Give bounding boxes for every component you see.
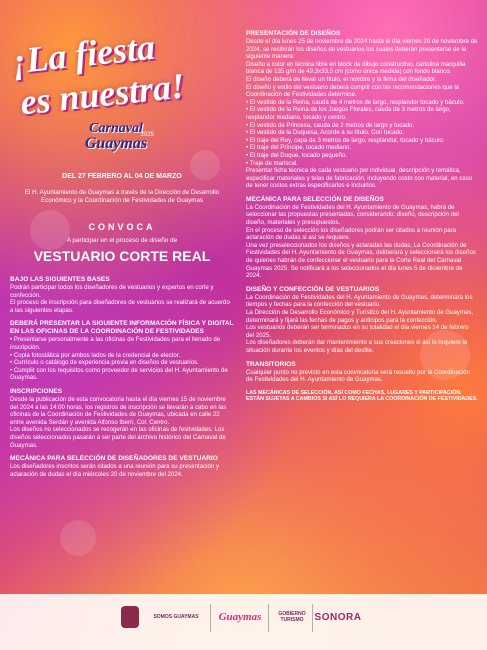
headline-line-2: es nuestra! — [18, 65, 187, 123]
section — [246, 361, 478, 384]
guaymas-label: Guaymas — [218, 611, 262, 623]
section-paragraph: La Dirección de Desarrollo Económico y Turístico del H. Ayuntamiento de Guaymas, determinará y fijará las fechas de pagos y anticipos para la confección. — [246, 309, 474, 324]
section — [246, 286, 478, 355]
event-dates: DEL 27 FEBRERO AL 04 DE MARZO — [62, 173, 182, 180]
section-paragraph: Presentar ficha técnica de cada vestuario por individual, descripción y temática, especificar materiales y telas de fabricación, incluyendo costo con material, en caso de tener costos extras especificarlos e incluirlos. — [246, 167, 473, 190]
participate-text: A participar en el proceso de diseño de — [66, 237, 178, 244]
sonora-label: SONORA — [314, 611, 362, 623]
section-paragraph: • El traje del Duque, tocado pequeño. — [246, 151, 348, 159]
section-heading: INSCRIPCIONES — [10, 387, 63, 395]
section-paragraph: La Coordinación de Festividades del H. Ayuntamiento de Guaymas, determinara los tiempos y fechas para la confección del vestuario. — [246, 293, 473, 309]
disclaimer-note: LAS MECÁNICAS DE SELECCIÓN, ASÍ COMO FECHAS, LUGARES Y PARTICIPACIÓN, ESTÁN SUJETAS A CAMBIOS SI ASÍ LO REQUIERA LA COORDINACIÓN DE FESTIVIDADES. — [246, 389, 478, 403]
carnaval-logo — [74, 122, 158, 168]
logo-year: 2025 — [140, 132, 154, 138]
gobierno-logo — [272, 604, 312, 630]
section-paragraph: • El traje del Rey, capa de 3 metros de largo, resplandor, tocado y báculo. — [246, 136, 445, 144]
section-paragraph: Cualquier punto no previsto en esta convocatoria será resuelto por la Coordinación de Festividades del H. Ayuntamiento de Guaymas. — [246, 368, 470, 384]
convoca-heading: CONVOCA — [88, 222, 156, 232]
logo-line-1: Carnaval — [89, 121, 143, 136]
vestuario-title: VESTUARIO CORTE REAL — [33, 248, 211, 264]
section-heading: DEBERÁ PRESENTAR LA SIGUIENTE INFORMACIÓN FÍSICA Y DIGITAL EN LAS OFICINAS DE LA COORDINACIÓN DE FESTIVIDADES — [10, 320, 234, 336]
section-heading: MECÁNICA PARA SELECCIÓN DE DISEÑADORES DE VESTUARIO — [10, 455, 218, 463]
section-paragraph: • Cumplir con los requisitos como proveedor de servicios del H. Ayuntamiento de Guaymas. — [10, 366, 228, 382]
section-heading: TRANSITORIOS — [246, 360, 296, 368]
section-paragraph: En el proceso de selección los diseñadores podrán ser citados a reunión para aclaración de dudas si así se requiere. — [246, 226, 457, 242]
section — [10, 455, 234, 478]
divider — [210, 604, 211, 632]
section — [10, 320, 234, 382]
somos-guaymas-logo — [144, 604, 208, 630]
section-paragraph: Podrán participar todos los diseñadores de vestuarios y expertos en corte y confección. — [10, 284, 214, 299]
section-paragraph: Desde la publicación de esta convocatoria hasta el día viernes 15 de noviembre del 2024 a las 14:00 horas, los registros de inscripción se llevarán a cabo en las oficinas de la Coordinación de Festividades de Guaymas, ubicada en calle 22 entre avenida Serdán y avenida Alfonso Iberri, Col. Centro. — [10, 395, 227, 426]
section-heading: MECÁNICA PARA SELECCIÓN DE DISEÑOS — [246, 195, 384, 203]
left-column — [10, 276, 234, 484]
section-paragraph: Una vez preseleccionados los diseños y aclaradas las dudas, La Coordinación de Festividades del H. Ayuntamiento de Guaymas, deliberará y seleccionará los diseños de quienes habrán de confeccionar el vestuario para la Corte Real del Carnaval Guaymas 2025. Se notificará a los seleccionados el día lunes 5 de diciembre de 2024. — [246, 241, 476, 280]
divider — [268, 604, 269, 632]
crest-icon — [120, 604, 140, 630]
section — [10, 276, 234, 314]
section-paragraph: • Presentarse personalmente a las oficinas de Festividades para el llenado de inscripción. — [10, 336, 221, 351]
section-paragraph: Los diseñadores inscritos serán citados a una reunión para su presentación y aclaración de dudas el día miércoles 20 de noviembre del 2024. — [10, 463, 220, 478]
gobierno-label: GOBIERNO — [278, 611, 306, 617]
somos-guaymas-label: SOMOS GUAYMAS — [153, 614, 199, 620]
section-paragraph: El diseño deberá de llevar un título, el nombre y la firma del diseñador. — [246, 75, 437, 83]
headline-line-1: ¡La fiesta — [10, 26, 157, 82]
section-paragraph: Diseño a color en técnica libre en block de dibujo constructivo, cartulina marquilla blanca de 135 g/m de 49,3x33,5 cm (como única medida) con fondo blanco. — [246, 60, 466, 76]
section — [10, 388, 234, 449]
section-paragraph: El diseño y estilo del vestuario deberá cumplir con las recomendaciones que la Coordinación de Festividades determine. — [246, 83, 460, 99]
section-paragraph: Desde el día lunes 25 de noviembre de 2024 hasta el día viernes 29 de noviembre de 2024, se recibirán los diseños de vestuarios los cuales deberán presentarse de la siguiente manera: — [246, 38, 478, 61]
section-paragraph: El proceso de inscripción para diseñadores de vestuarios se realizará de acuerdo a las siguientes etapas. — [10, 299, 230, 314]
section-paragraph: Los vestuarios deberán ser terminados en su totalidad el día viernes 14 de febrero del 2025. — [246, 324, 469, 339]
footer-logos — [0, 594, 487, 650]
guaymas-logo — [214, 604, 266, 630]
section-paragraph: • El vestido de la Reina de los Juegos Florales, cauda de 3 metros de largo, resplandor mediano, tocado y centro. — [246, 106, 451, 121]
section-heading: DISEÑO Y CONFECCIÓN DE VESTUARIOS — [246, 285, 380, 293]
section-paragraph: Los diseñadores deberán dar mantenimiento a sus creaciones si así lo requiere la situación durante los eventos y días del desfile. — [246, 339, 468, 354]
section-heading: BAJO LAS SIGUIENTES BASES — [10, 276, 110, 283]
section-paragraph: • El vestido de la Duquesa, Acorde a su título. Con tocado. — [246, 129, 404, 137]
section-paragraph: • Currículo o catálogo de experiencia previa en diseños de vestuarios. — [10, 359, 199, 367]
section-paragraph: La Coordinación de Festividades del H. Ayuntamiento de Guaymas, habrá de seleccionar las propuestas presentadas, considerando: diseño, descripción del diseño, materiales y presupuestos. — [246, 203, 459, 227]
turismo-label: TURISMO — [280, 617, 304, 623]
section-paragraph: • El vestido de la Reina, cauda de 4 metros de largo, resplandor tocado y báculo. — [246, 98, 465, 106]
sonora-logo — [314, 604, 362, 630]
section — [246, 196, 478, 280]
section — [246, 30, 478, 190]
intro-text: El H. Ayuntamiento de Guaymas a través de la Dirección de Desarrollo Económico y la Coordinación de Festividades de Guaymas — [24, 189, 220, 204]
section-paragraph: • Copia fotostática por ambos lados de la credencial de elector. — [10, 351, 181, 359]
section-paragraph: • El vestido de Princesa, cauda de 2 metros de largo y tocado. — [246, 121, 415, 129]
divider — [312, 604, 313, 632]
logo-line-2: Guaymas — [84, 135, 148, 152]
right-column — [246, 30, 478, 403]
section-heading: PRESENTACIÓN DE DISEÑOS — [246, 30, 341, 37]
section-paragraph: Los diseños no seleccionados se recogerán en las oficinas de festividades. Los diseños seleccionados pasarán a ser parte del archivo histórico del Carnaval de Guaymas. — [10, 426, 226, 449]
section-paragraph: • El traje del Príncipe, tocado mediano. — [246, 144, 352, 152]
headline — [10, 26, 230, 123]
section-paragraph: • Traje de mariscal. — [246, 159, 298, 167]
bokeh-light — [60, 520, 96, 556]
